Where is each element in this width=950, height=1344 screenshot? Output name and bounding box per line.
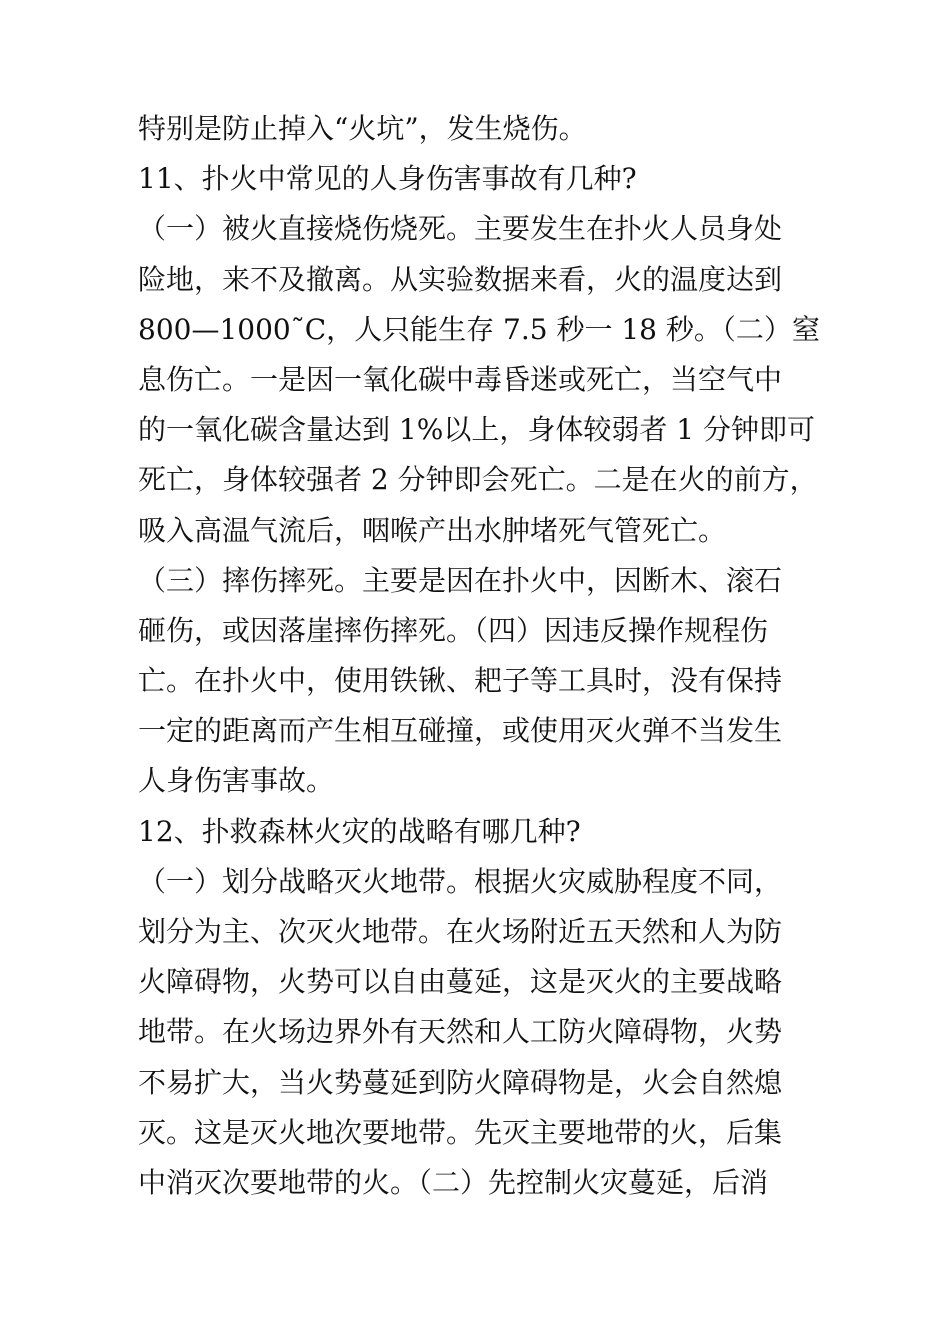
text-line: 人身伤害事故。 [138, 764, 335, 798]
text-line: 砸伤，或因落崖摔伤摔死。（四）因违反操作规程伤 [138, 613, 769, 647]
question-heading-11: 11、扑火中常见的人身伤害事故有几种? [138, 162, 637, 196]
text-line: 不易扩大，当火势蔓延到防火障碍物是，火会自然熄 [138, 1065, 783, 1099]
text-line: 的一氧化碳含量达到 1%以上，身体较弱者 1 分钟即可 [138, 413, 815, 447]
text-line: 吸入高温气流后，咽喉产出水肿堵死气管死亡。 [138, 513, 727, 547]
text-line: 灭。这是灭火地次要地带。先灭主要地带的火，后集 [138, 1115, 783, 1149]
text-line: 特别是防止掉入“火坑”，发生烧伤。 [138, 112, 587, 145]
body-text [138, 104, 828, 1208]
text-line: 划分为主、次灭火地带。在火场附近五天然和人为防 [138, 915, 783, 948]
text-line: 800—1000˜C，人只能生存 7.5 秒一 18 秒。（二）窒 [138, 312, 820, 346]
text-line: 死亡，身体较强者 2 分钟即会死亡。二是在火的前方， [138, 463, 818, 497]
text-line: （三）摔伤摔死。主要是因在扑火中，因断木、滚石 [138, 563, 783, 597]
text-line: 地带。在火场边界外有天然和人工防火障碍物，火势 [138, 1015, 783, 1049]
text-line: （一）划分战略灭火地带。根据火灾威胁程度不同， [138, 864, 783, 898]
text-line: 一定的距离而产生相互碰撞，或使用灭火弹不当发生 [138, 714, 783, 748]
text-line: 险地，来不及撤离。从实验数据来看，火的温度达到 [138, 262, 783, 296]
text-line: 息伤亡。一是因一氧化碳中毒昏迷或死亡，当空气中 [138, 362, 783, 396]
text-line: 中消灭次要地带的火。（二）先控制火灾蔓延，后消 [138, 1165, 769, 1199]
question-heading-12: 12、扑救森林火灾的战略有哪几种? [138, 814, 581, 848]
text-line: （一）被火直接烧伤烧死。主要发生在扑火人员身处 [138, 212, 783, 246]
text-line: 火障碍物，火势可以自由蔓延，这是灭火的主要战略 [138, 965, 783, 999]
text-line: 亡。在扑火中，使用铁锹、耙子等工具时，没有保持 [138, 664, 783, 698]
